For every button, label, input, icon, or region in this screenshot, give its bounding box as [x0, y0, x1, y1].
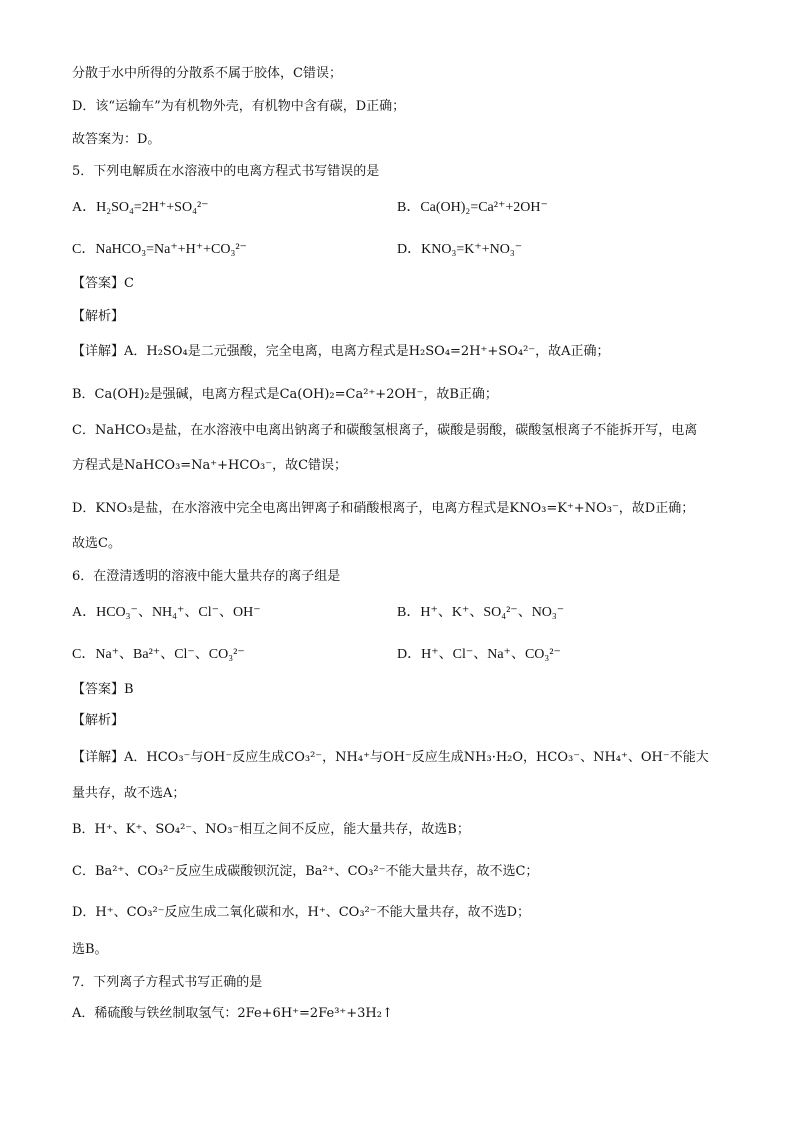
- text-line: C．NaHCO₃是盐，在水溶液中电离出钠离子和碳酸氢根离子，碳酸是弱酸，碳酸氢根离子不能拆开写，电离: [72, 423, 698, 438]
- option-d: D．H⁺、Cl⁻、Na⁺、CO₃²⁻: [397, 647, 561, 662]
- answer-line: [72, 680, 134, 700]
- option-a: A．HCO₃⁻、NH₄⁺、Cl⁻、OH⁻: [72, 605, 261, 620]
- analysis-tag: 【解析】: [72, 713, 125, 728]
- question-5: 5．下列电解质在水溶液中的电离方程式书写错误的是: [72, 164, 380, 179]
- text-line: B．Ca(OH)₂是强碱，电离方程式是Ca(OH)₂=Ca²⁺+2OH⁻，故B正确；: [72, 387, 498, 402]
- question-7: 7．下列离子方程式书写正确的是: [72, 975, 263, 990]
- answer-tag: 【答案】: [72, 682, 125, 697]
- question-6: 6．在澄清透明的溶液中能大量共存的离子组是: [72, 569, 341, 584]
- option-b: B．H⁺、K⁺、SO₄²⁻、NO₃⁻: [397, 605, 565, 620]
- text-line: 选B。: [72, 942, 108, 957]
- option-d: D．KNO₃=K⁺+NO₃⁻: [397, 242, 523, 257]
- text-line: C．Ba²⁺、CO₃²⁻反应生成碳酸钡沉淀，Ba²⁺、CO₃²⁻不能大量共存，故不选C；: [72, 864, 539, 879]
- answer-line: [72, 274, 134, 294]
- option-a: A．稀硫酸与铁丝制取氢气：2Fe+6H⁺=2Fe³⁺+3H₂↑: [72, 1006, 393, 1021]
- text-line: 方程式是NaHCO₃=Na⁺+HCO₃⁻，故C错误；: [72, 458, 348, 473]
- text-line: 【详解】A．HCO₃⁻与OH⁻反应生成CO₃²⁻，NH₄⁺与OH⁻反应生成NH₃·H₂O，HCO₃⁻、NH₄⁺、OH⁻不能大: [72, 750, 709, 765]
- option-b: B．Ca(OH)₂=Ca²⁺+2OH⁻: [397, 200, 548, 215]
- analysis-tag: 【解析】: [72, 309, 125, 324]
- option-a: A．H₂SO₄=2H⁺+SO₄²⁻: [72, 200, 209, 215]
- text-line: 【详解】A．H₂SO₄是二元强酸，完全电离，电离方程式是H₂SO₄=2H⁺+SO₄²⁻，故A正确；: [72, 344, 610, 359]
- text-line: 故答案为：D。: [72, 132, 161, 147]
- text-line: 故选C。: [72, 536, 121, 551]
- text-line: D．该“运输车”为有机物外壳，有机物中含有碳，D正确；: [72, 99, 406, 114]
- option-c: C．NaHCO₃=Na⁺+H⁺+CO₃²⁻: [72, 242, 247, 257]
- option-c: C．Na⁺、Ba²⁺、Cl⁻、CO₃²⁻: [72, 647, 245, 662]
- text-line: 量共存，故不选A；: [72, 786, 186, 801]
- text-line: D．KNO₃是盐，在水溶液中完全电离出钾离子和硝酸根离子，电离方程式是KNO₃=K⁺+NO₃⁻，故D正确；: [72, 501, 695, 516]
- answer-value: C: [124, 276, 134, 291]
- answer-tag: 【答案】: [72, 276, 125, 291]
- text-line: B．H⁺、K⁺、SO₄²⁻、NO₃⁻相互之间不反应，能大量共存，故选B；: [72, 822, 470, 837]
- text-line: 分散于水中所得的分散系不属于胶体，C错误；: [72, 66, 342, 81]
- answer-value: B: [124, 682, 134, 697]
- text-line: D．H⁺、CO₃²⁻反应生成二氧化碳和水，H⁺、CO₃²⁻不能大量共存，故不选D；: [72, 905, 531, 920]
